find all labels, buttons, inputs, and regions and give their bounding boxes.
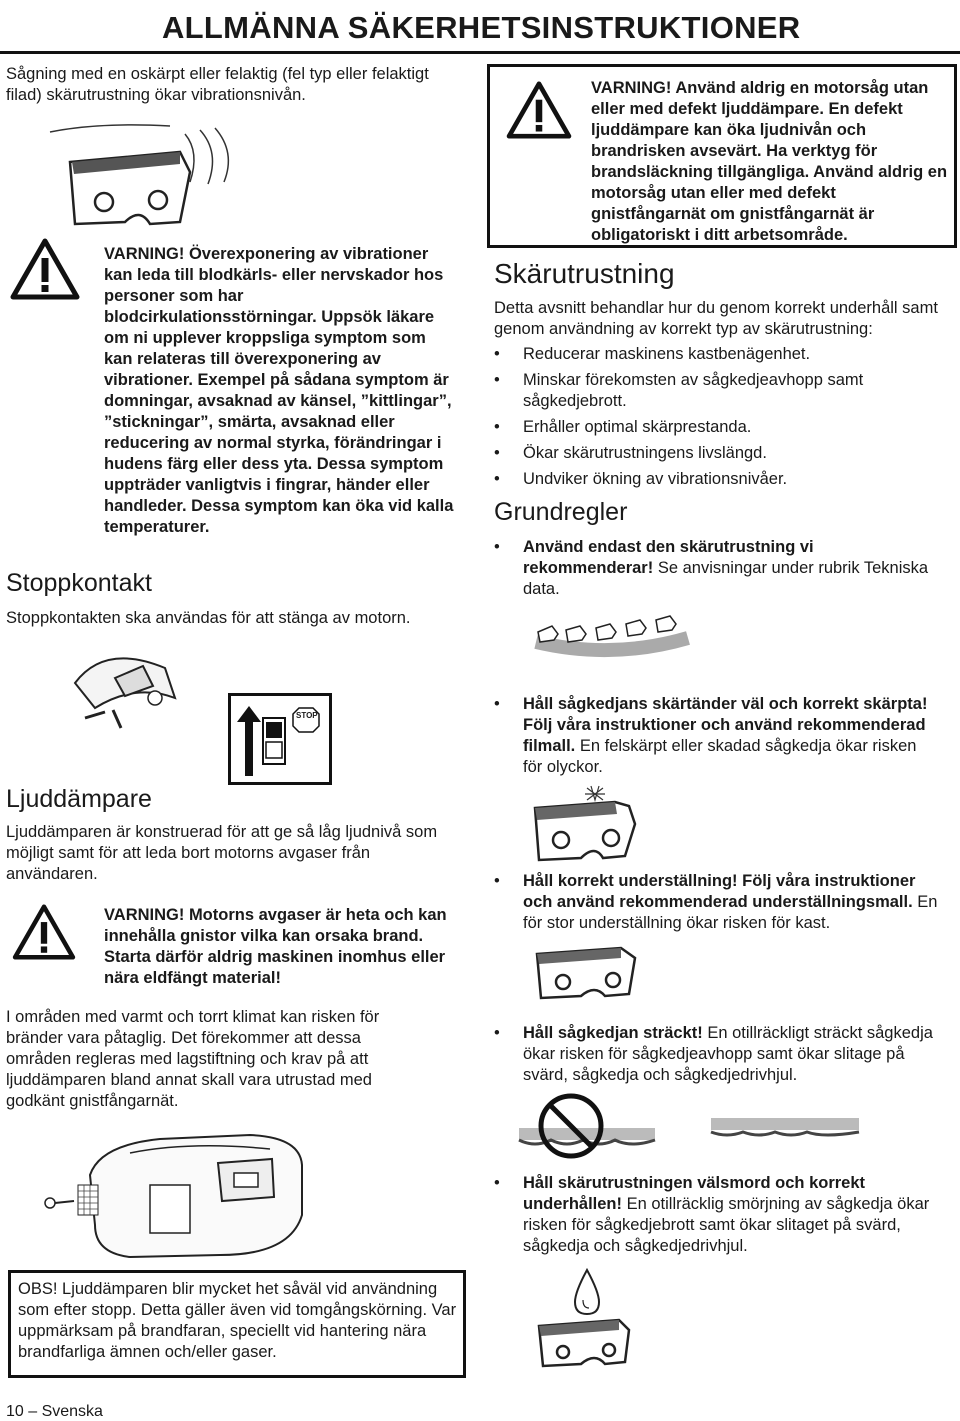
rule-text: En otillräcklig smörjning av sågkedja ökar risken för sågkedjebrott samt ökar slitaget på svärd, sågkedja och sågkedjedrivhjul.: [523, 1195, 930, 1255]
cutting-benefits-list: [494, 344, 934, 495]
rule-lead: Använd endast den skärutrustning vi rekommenderar!: [523, 538, 814, 577]
rule-chain-tension: • Håll sågkedjan sträckt! En otillräckligt sträckt sågkedja ökar risken för sågkedjeavhopp samt ökar slitage på svärd, sågkedja och sågkedjedrivhjul.: [494, 1024, 933, 1084]
warning-icon: [10, 238, 80, 300]
muffler-heading: Ljuddämpare: [6, 785, 152, 813]
warning-icon: [506, 81, 572, 139]
warning-icon: [12, 904, 76, 960]
stop-switch-text: Stoppkontakten ska användas för att stänga av motorn.: [6, 609, 411, 627]
stop-switch-heading: Stoppkontakt: [6, 569, 152, 597]
rule-lead: Håll korrekt underställning! Följ våra instruktioner och använd rekommenderad underställningsmall.: [523, 872, 916, 911]
rule-depth-gauge: • Håll korrekt underställning! Följ våra instruktioner och använd rekommenderad underställningsmall. En för stor underställning ökar risken för kast.: [494, 872, 938, 932]
oil-drop-chain-illustration: [525, 1262, 645, 1382]
chain-tooth-vibration-illustration: [40, 112, 250, 242]
basic-rules-heading: Grundregler: [494, 498, 628, 526]
exhaust-warning-text: VARNING! Motorns avgaser är heta och kan innehålla gnistor vilka kan orsaka brand. Starta därför aldrig maskinen inomhus eller nära eldfängt material!: [104, 906, 447, 987]
stop-panel-illustration: [228, 693, 332, 785]
list-item: • Erhåller optimal skärprestanda.: [494, 417, 934, 438]
rule-text: En för stor underställning ökar risken för kast.: [523, 893, 938, 932]
list-item: • Minskar förekomsten av sågkedjeavhopp samt sågkedjebrott.: [494, 370, 934, 412]
list-item: • Reducerar maskinens kastbenägenhet.: [494, 344, 934, 365]
muffler-warning-box: [487, 64, 957, 248]
hot-climate-text: I områden med varmt och torrt klimat kan risken för bränder vara påtaglig. Det förekommer att dessa områden regleras med lagstiftning och krav på att ljuddämparen bland annat skall vara utrustad med godkänt gnistfångarnät.: [6, 1008, 380, 1110]
cutting-equipment-heading: Skärutrustning: [494, 258, 675, 289]
list-item: • Undviker ökning av vibrationsnivåer.: [494, 469, 934, 490]
chain-tooth-sharpening-illustration: [525, 784, 665, 864]
rule-sharpen-chain: • Håll sågkedjans skärtänder väl och korrekt skärpta! Följ våra instruktioner och använd rekommenderad filmall. En felskärpt eller skadad sågkedja ökar risken för olyckor.: [494, 695, 928, 776]
intro-text: Sågning med en oskärpt eller felaktig (fel typ eller felaktigt filad) skärutrustning ökar vibrationsnivån.: [6, 65, 429, 104]
page-footer: 10 – Svenska: [6, 1403, 103, 1420]
muffler-illustration: [40, 1125, 320, 1265]
stop-label: STOP: [296, 711, 318, 720]
obs-note-text: OBS! Ljuddämparen blir mycket het såväl vid användning som efter stopp. Detta gäller även vid tomgångskörning. Var uppmärksam på brandfaran, speciellt vid hantering nära brandfarliga ämnen och/eller gaser.: [18, 1280, 457, 1361]
vibration-warning-text: VARNING! Överexponering av vibrationer kan leda till blodkärls- eller nervskador hos personer som har blodcirkulationsstörningar. Uppsök läkare om ni upplever kroppsliga symptom som kan relateras till överexponering av vibrationer. Exempel på sådana symptom är domningar, avsaknad av känsel, ”kittlingar”, ”stickningar”, smärta, avsaknad eller reducering av normal styrka, förändringar i hudens färg eller dess yta. Dessa symptom uppträder vanligtvis i fingrar, händer eller handleder. Dessa symptom kan öka vid kalla temperaturer.: [104, 245, 454, 536]
header-rule: [0, 51, 960, 54]
rule-text: Se anvisningar under rubrik Tekniska data.: [523, 559, 929, 598]
rule-recommended-equipment: • Använd endast den skärutrustning vi rekommenderar! Se anvisningar under rubrik Tekniska data.: [494, 538, 929, 598]
rule-text: En otillräckligt sträckt sågkedja ökar risken för sågkedjeavhopp samt ökar slitage på svärd, sågkedja och sågkedjedrivhjul.: [523, 1024, 933, 1084]
rule-lead: Håll skärutrustningen välsmord och korrekt underhållen!: [523, 1174, 866, 1213]
rule-lead: Håll sågkedjans skärtänder väl och korrekt skärpta! Följ våra instruktioner och använd rekommenderad filmall.: [523, 695, 928, 755]
obs-note-box: [8, 1270, 466, 1378]
chain-tension-illustration: [515, 1090, 895, 1160]
saw-chain-illustration: [532, 602, 692, 660]
rule-text: En felskärpt eller skadad sågkedja ökar risken för olyckor.: [523, 737, 917, 776]
list-item: • Ökar skärutrustningens livslängd.: [494, 443, 934, 464]
rule-lubrication: • Håll skärutrustningen välsmord och korrekt underhållen! En otillräcklig smörjning av sågkedja ökar risken för sågkedjebrott samt ökar slitaget på svärd, sågkedja och sågkedjedrivhjul.: [494, 1174, 930, 1255]
muffler-warning-text: VARNING! Använd aldrig en motorsåg utan eller med defekt ljuddämpare. En defekt ljuddämpare kan öka ljudnivån och brandrisken avsevärt. Ha verktyg för brandsläckning tillgängliga. Använd aldrig en motorsåg utan eller med defekt gnistfångarnät om gnistfångarnät är obligatoriskt i ditt arbetsområde.: [591, 79, 948, 244]
muffler-text: Ljuddämparen är konstruerad för att ge så låg ljudnivå som möjligt samt för att leda bort motorns avgaser från användaren.: [6, 823, 438, 883]
depth-gauge-illustration: [525, 944, 665, 1004]
stop-switch-illustration: [65, 638, 185, 758]
page-title: ALLMÄNNA SÄKERHETSINSTRUKTIONER: [162, 10, 801, 45]
cutting-equipment-intro: Detta avsnitt behandlar hur du genom korrekt underhåll samt genom användning av korrekt typ av skärutrustning:: [494, 299, 938, 338]
rule-lead: Håll sågkedjan sträckt!: [523, 1024, 703, 1042]
